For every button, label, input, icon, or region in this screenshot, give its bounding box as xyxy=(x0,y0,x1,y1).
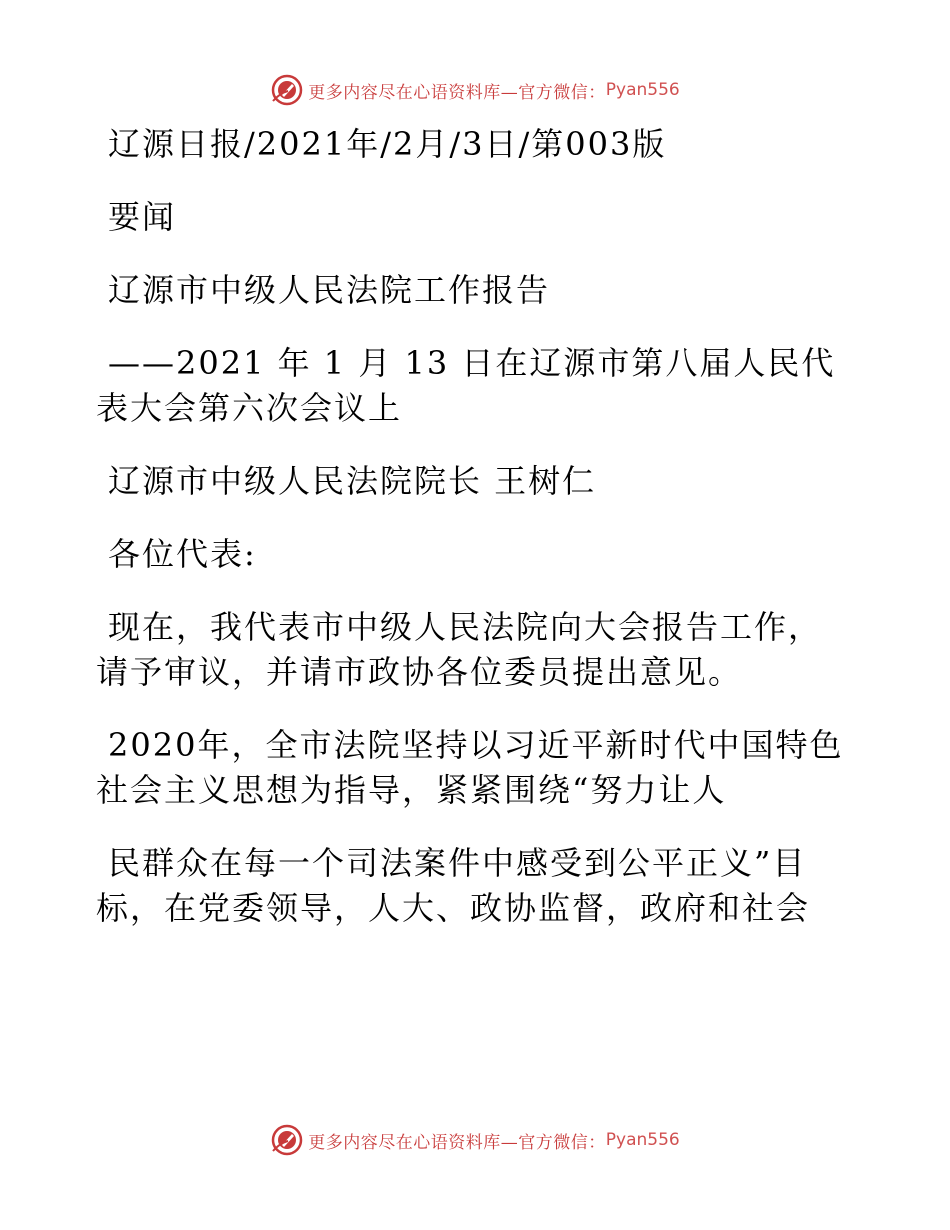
paragraph-1-line-2: 请予审议，并请市政协各位委员提出意见。 xyxy=(96,653,743,691)
newspaper-header: 辽源日报/2021年/2月/3日/第003版 xyxy=(108,125,667,163)
paragraph-2-line-2: 社会主义思想为指导，紧紧围绕“努力让人 xyxy=(96,771,727,809)
pen-seal-icon xyxy=(270,1123,304,1157)
pen-seal-icon xyxy=(270,73,304,107)
paragraph-3-line-2: 标，在党委领导，人大、政协监督，政府和社会 xyxy=(96,889,811,927)
report-author: 辽源市中级人民法院院长 王树仁 xyxy=(108,462,597,500)
watermark-account: Pyan556 xyxy=(605,80,680,100)
watermark-bottom xyxy=(0,1120,950,1160)
paragraph-3-line-1: 民群众在每一个司法案件中感受到公平正义”目 xyxy=(108,844,807,882)
report-subtitle-line-1: ——2021 年 1 月 13 日在辽源市第八届人民代 xyxy=(108,344,836,382)
watermark-text: 更多内容尽在心语资料库—官方微信： xyxy=(308,1132,606,1153)
document-body xyxy=(96,122,844,931)
report-title: 辽源市中级人民法院工作报告 xyxy=(108,271,551,309)
paragraph-2-line-1: 2020年，全市法院坚持以习近平新时代中国特色 xyxy=(108,726,844,764)
report-subtitle-line-2: 表大会第六次会议上 xyxy=(96,389,403,427)
watermark-top xyxy=(0,70,950,110)
salutation: 各位代表: xyxy=(108,535,257,573)
section-label: 要闻 xyxy=(108,198,177,236)
paragraph-1-line-1: 现在，我代表市中级人民法院向大会报告工作， xyxy=(108,608,823,646)
watermark-account: Pyan556 xyxy=(605,1130,680,1150)
watermark-text: 更多内容尽在心语资料库—官方微信： xyxy=(308,82,606,103)
